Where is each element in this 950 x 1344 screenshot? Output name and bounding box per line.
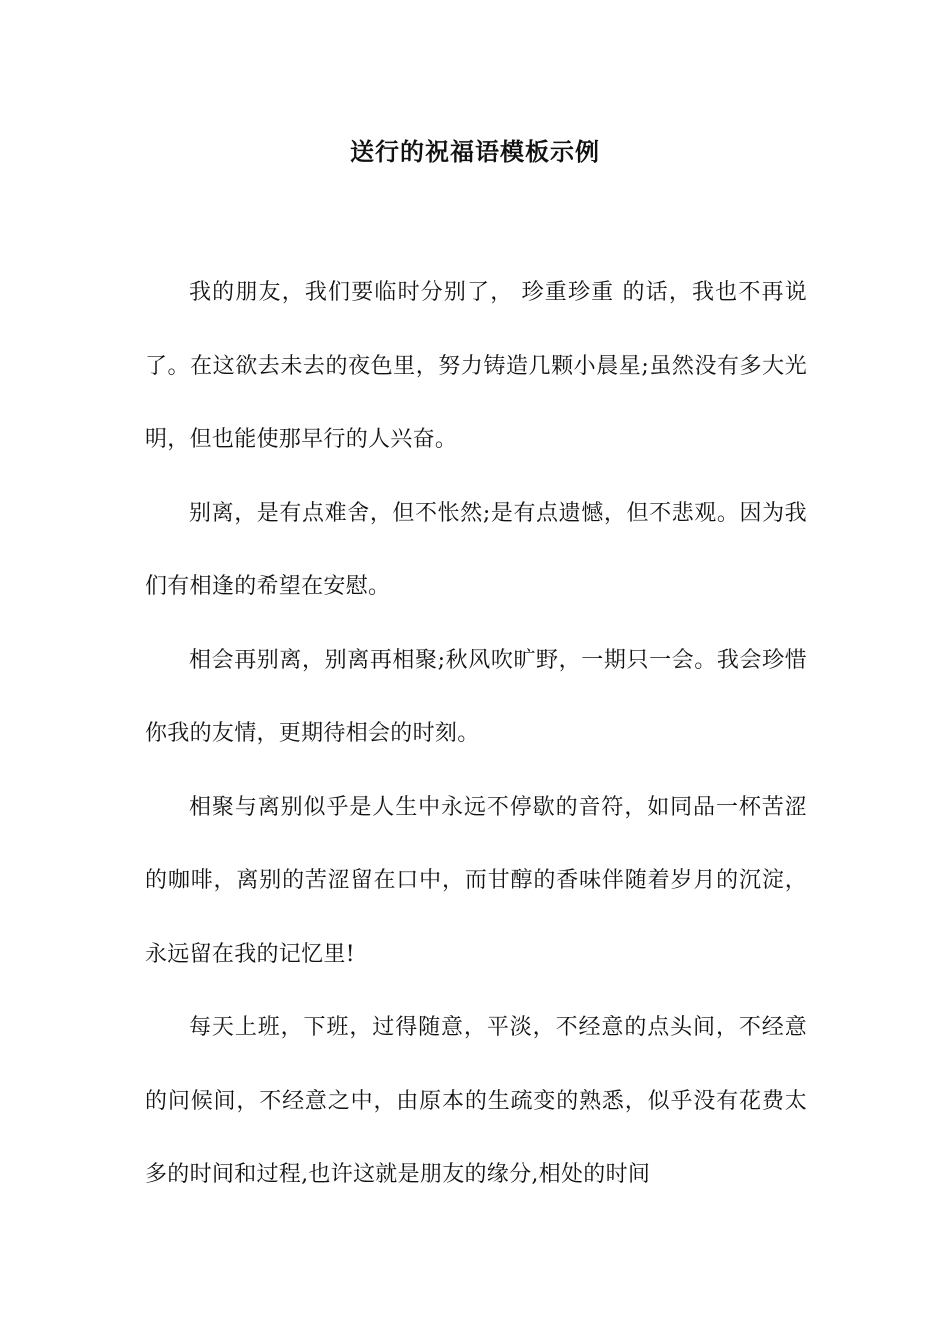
document-body	[145, 256, 807, 1212]
paragraph-1: 我的朋友，我们要临时分别了， 珍重珍重 的话，我也不再说了。在这欲去未去的夜色里，努力铸造几颗小晨星;虽然没有多大光明，但也能使那早行的人兴奋。	[145, 280, 807, 452]
paragraph-4: 相聚与离别似乎是人生中永远不停歇的音符，如同品一杯苦涩的咖啡，离别的苦涩留在口中，而甘醇的香味伴随着岁月的沉淀，永远留在我的记忆里!	[145, 794, 807, 967]
paragraph-2: 别离，是有点难舍，但不怅然;是有点遗憾，但不悲观。因为我们有相逢的希望在安慰。	[145, 500, 807, 599]
paragraph-3: 相会再别离，别离再相聚;秋风吹旷野，一期只一会。我会珍惜你我的友情，更期待相会的时刻。	[145, 647, 807, 746]
paragraph-5: 每天上班，下班，过得随意，平淡，不经意的点头间，不经意的问候间，不经意之中，由原本的生疏变的熟悉，似乎没有花费太多的时间和过程,也许这就是朋友的缘分,相处的时间	[145, 1015, 807, 1187]
document-title: 送行的祝福语模板示例	[350, 138, 600, 166]
